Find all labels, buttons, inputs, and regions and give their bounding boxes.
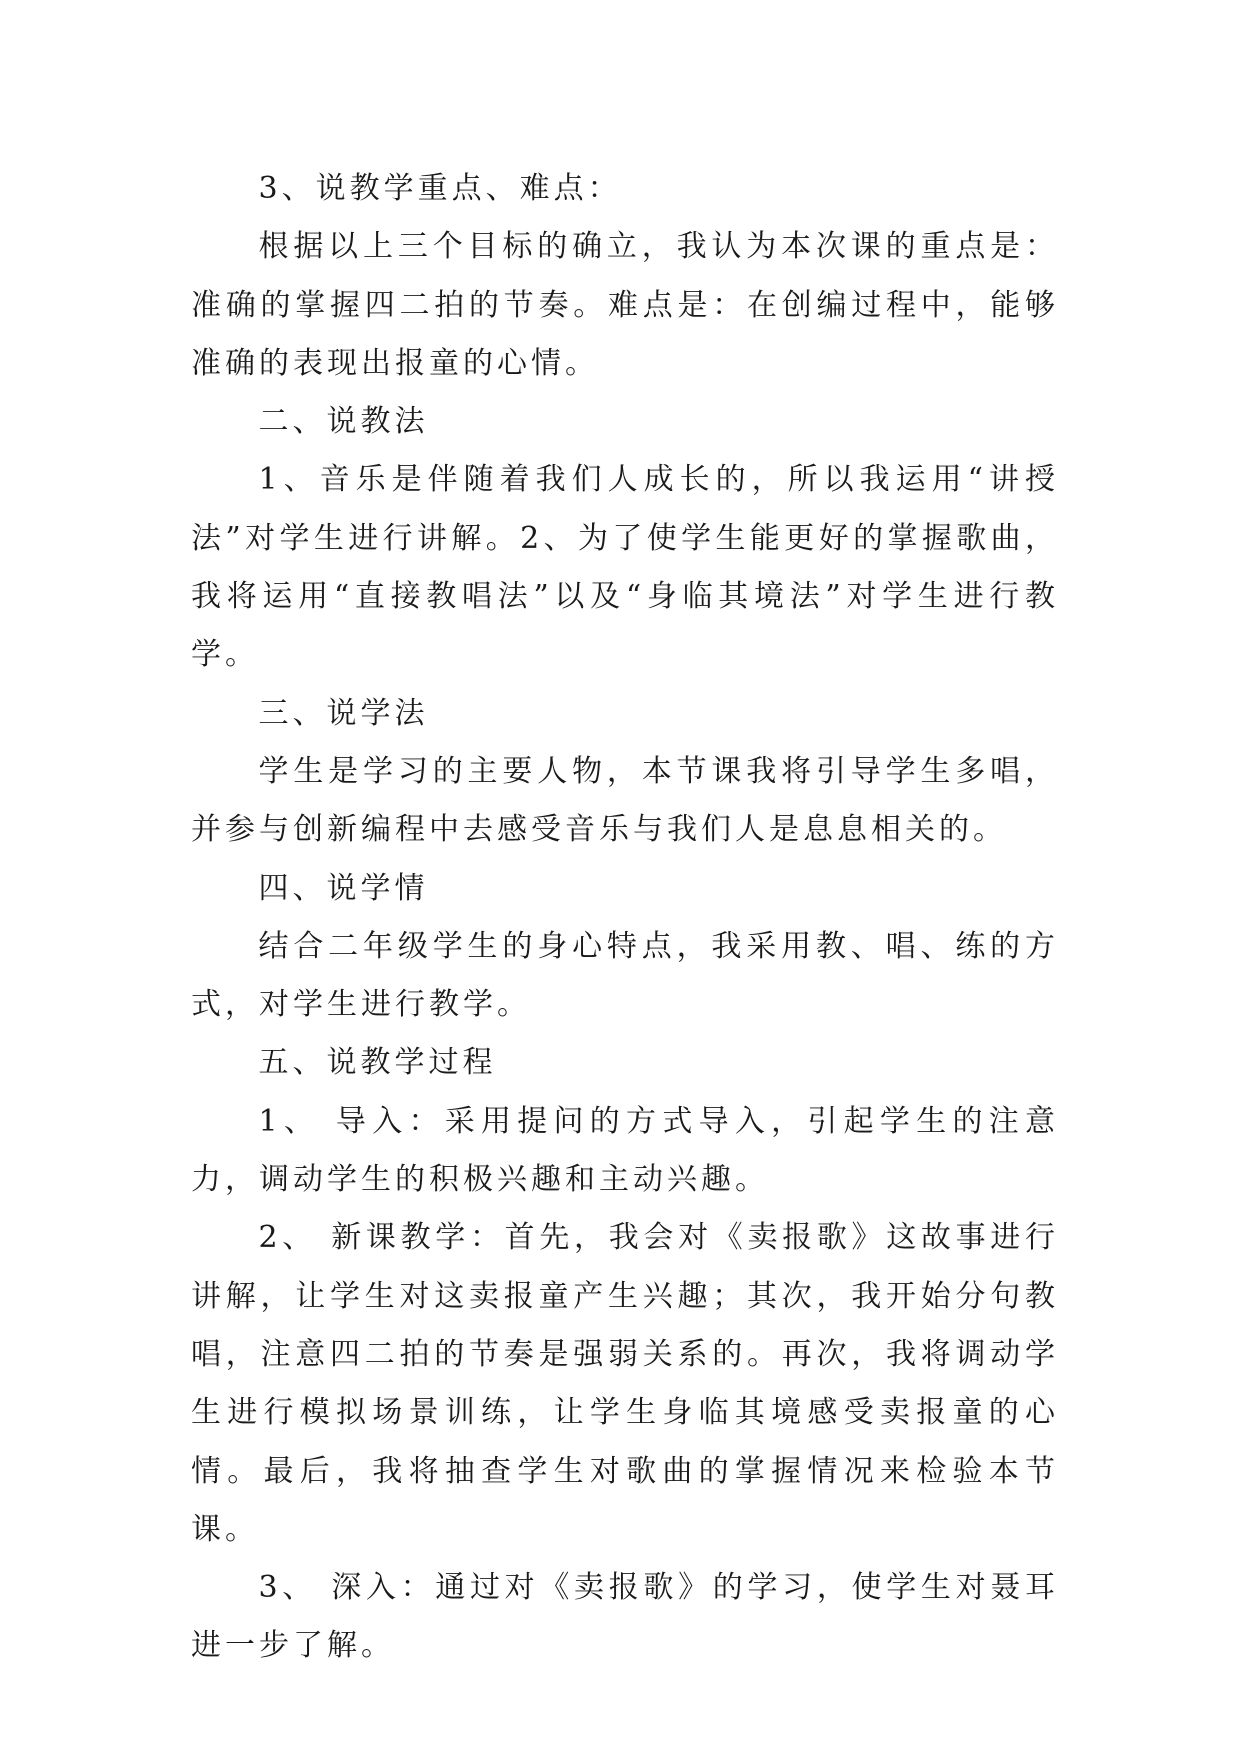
paragraph-process-deepening: 3、 深入：通过对《卖报歌》的学习，使学生对聂耳进一步了解。 bbox=[191, 1570, 1059, 1664]
section-heading-key-points: 3、说教学重点、难点： bbox=[258, 171, 622, 206]
section-heading-teaching-process: 五、说教学过程 bbox=[258, 1045, 497, 1081]
section-heading-teaching-methods: 二、说教法 bbox=[258, 404, 429, 440]
document-body bbox=[191, 160, 1059, 1676]
paragraph-student-situation: 结合二年级学生的身心特点，我采用教、唱、练的方式，对学生进行教学。 bbox=[191, 928, 1059, 1023]
paragraph-key-points: 根据以上三个目标的确立，我认为本次课的重点是：准确的掌握四二拍的节奏。难点是：在创编过程中，能够准确的表现出报童的心情。 bbox=[191, 229, 1059, 381]
paragraph-process-new-lesson: 2、 新课教学：首先，我会对《卖报歌》这故事进行讲解，让学生对这卖报童产生兴趣；其次，我开始分句教唱，注意四二拍的节奏是强弱关系的。再次，我将调动学生进行模拟场景训练，让学生身临其境感受卖报童的心情。最后，我将抽查学生对歌曲的掌握情况来检验本节课。 bbox=[191, 1220, 1059, 1547]
section-heading-student-situation: 四、说学情 bbox=[258, 870, 429, 906]
section-heading-learning-methods: 三、说学法 bbox=[258, 695, 429, 731]
paragraph-teaching-methods: 1、音乐是伴随着我们人成长的，所以我运用“讲授法”对学生进行讲解。2、为了使学生能更好的掌握歌曲，我将运用“直接教唱法”以及“身临其境法”对学生进行教学。 bbox=[191, 462, 1059, 673]
paragraph-process-introduction: 1、 导入：采用提问的方式导入，引起学生的注意力，调动学生的积极兴趣和主动兴趣。 bbox=[191, 1103, 1059, 1198]
paragraph-learning-methods: 学生是学习的主要人物，本节课我将引导学生多唱，并参与创新编程中去感受音乐与我们人是息息相关的。 bbox=[191, 753, 1059, 848]
